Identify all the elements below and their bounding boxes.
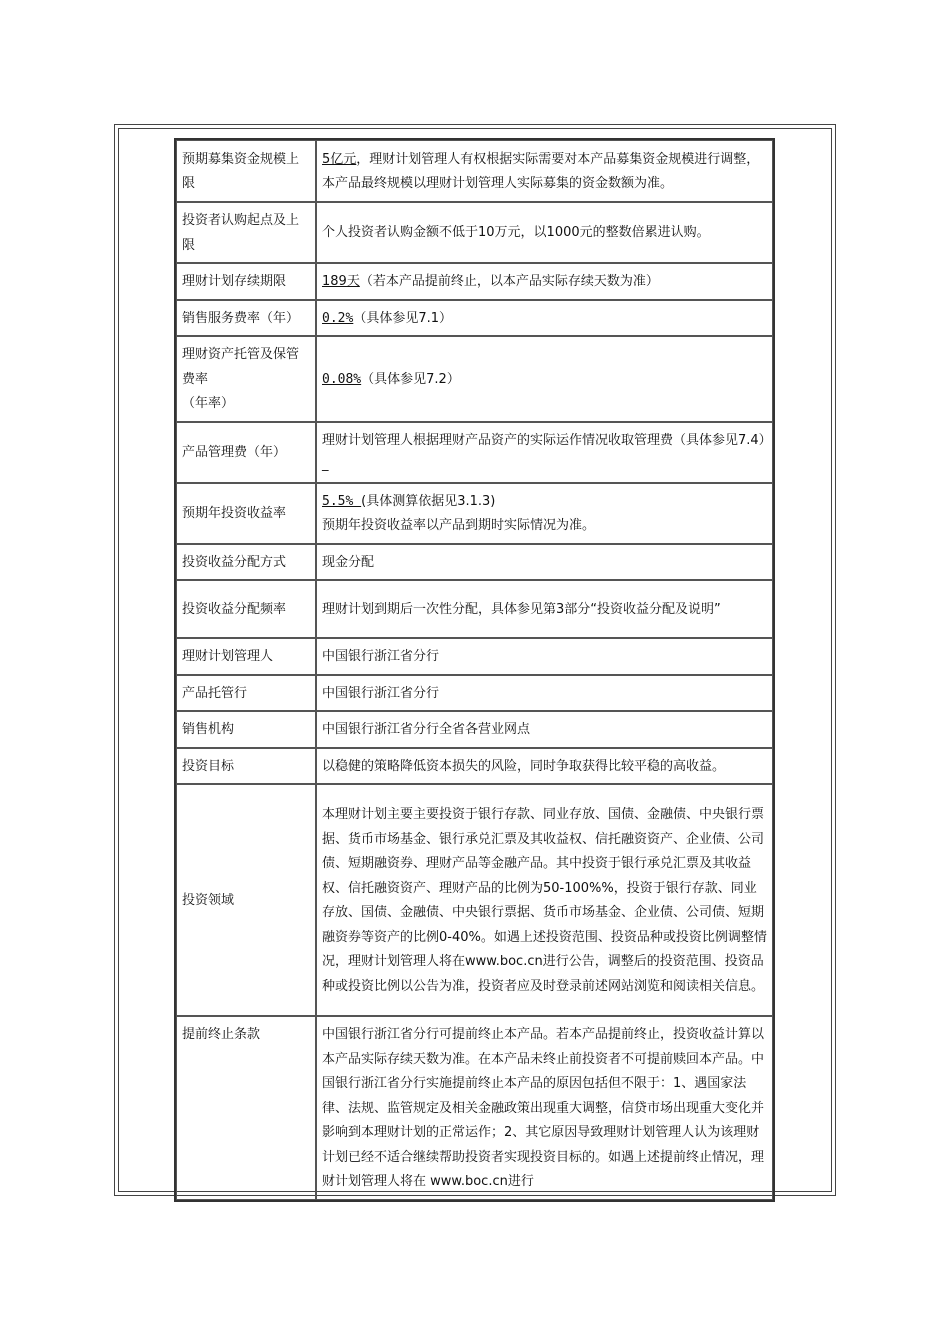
row-value bbox=[316, 300, 773, 337]
table-row bbox=[176, 336, 773, 422]
value-text: （若本产品提前终止，以本产品实际存续天数为准） bbox=[359, 274, 659, 289]
row-value: 现金分配 bbox=[316, 544, 773, 581]
row-label: 投资收益分配频率 bbox=[176, 580, 316, 638]
row-label-line: 理财资产托管及保管费率 bbox=[182, 347, 300, 387]
row-label: 投资目标 bbox=[176, 748, 316, 785]
table-row bbox=[176, 202, 773, 263]
row-value: 中国银行浙江省分行 bbox=[316, 638, 773, 675]
row-value bbox=[316, 263, 773, 300]
row-label bbox=[176, 336, 316, 422]
value-highlight: 0.2% bbox=[322, 310, 354, 326]
table-row bbox=[176, 711, 773, 748]
table-row bbox=[176, 1016, 773, 1200]
table-row bbox=[176, 263, 773, 300]
table-row bbox=[176, 140, 773, 202]
table-row bbox=[176, 483, 773, 544]
table-row bbox=[176, 580, 773, 638]
value-highlight: 189天 bbox=[322, 274, 360, 289]
row-value: 以稳健的策略降低资本损失的风险，同时争取获得比较平稳的高收益。 bbox=[316, 748, 773, 785]
table-row bbox=[176, 300, 773, 337]
table-row bbox=[176, 748, 773, 785]
table-row bbox=[176, 675, 773, 712]
row-value: 理财计划管理人根据理财产品资产的实际运作情况收取管理费（具体参见7.4）_ bbox=[316, 422, 773, 483]
row-label: 理财计划管理人 bbox=[176, 638, 316, 675]
row-value: 中国银行浙江省分行可提前终止本产品。若本产品提前终止，投资收益计算以本产品实际存续天数为准。在本产品未终止前投资者不可提前赎回本产品。中国银行浙江省分行实施提前终止本产品的原因包括但不限于：1、遇国家法律、法规、监管规定及相关金融政策出现重大调整，信贷市场出现重大变化并影响到本理财计划的正常运作；2、其它原因导致理财计划管理人认为该理财计划已经不适合继续帮助投资者实现投资目标的。如遇上述提前终止情况，理财计划管理人将在 www.boc.cn进行 bbox=[316, 1016, 773, 1200]
row-value bbox=[316, 483, 773, 544]
value-text: （具体参见7.1） bbox=[353, 310, 452, 326]
row-value: 理财计划到期后一次性分配，具体参见第3部分“投资收益分配及说明” bbox=[316, 580, 773, 638]
table-row bbox=[176, 422, 773, 483]
row-label-line: （年率） bbox=[182, 396, 235, 411]
row-value bbox=[316, 140, 773, 202]
row-label: 预期年投资收益率 bbox=[176, 483, 316, 544]
value-text: 预期年投资收益率以产品到期时实际情况为准。 bbox=[322, 518, 596, 533]
value-highlight: 0.08% bbox=[322, 371, 362, 387]
value-highlight: 5.5% bbox=[322, 493, 362, 509]
row-label: 投资者认购起点及上限 bbox=[176, 202, 316, 263]
value-highlight: 5亿元 bbox=[322, 151, 357, 167]
value-text: (具体测算依据见3.1.3) bbox=[361, 493, 496, 509]
row-value: 本理财计划主要主要投资于银行存款、同业存放、国债、金融债、中央银行票据、货币市场基金、银行承兑汇票及其收益权、信托融资资产、企业债、公司债、短期融资券、理财产品等金融产品。其中投资于银行承兑汇票及其收益权、信托融资资产、理财产品的比例为50-100%%，投资于银行存款、同业存放、国债、金融债、中央银行票据、货币市场基金、企业债、公司债、短期融资券等资产的比例0-40%。如遇上述投资范围、投资品种或投资比例调整情况，理财计划管理人将在www.boc.cn进行公告，调整后的投资范围、投资品种或投资比例以公告为准，投资者应及时登录前述网站浏览和阅读相关信息。 bbox=[316, 784, 773, 1016]
row-label: 理财计划存续期限 bbox=[176, 263, 316, 300]
row-value: 中国银行浙江省分行 bbox=[316, 675, 773, 712]
value-text: （具体参见7.2） bbox=[361, 371, 460, 387]
value-text: ，理财计划管理人有权根据实际需要对本产品募集资金规模进行调整，本产品最终规模以理财计划管理人实际募集的资金数额为准。 bbox=[322, 151, 760, 191]
product-info-table bbox=[174, 138, 775, 1202]
row-label: 产品管理费（年） bbox=[176, 422, 316, 483]
row-label: 产品托管行 bbox=[176, 675, 316, 712]
row-value: 个人投资者认购金额不低于10万元，以1000元的整数倍累进认购。 bbox=[316, 202, 773, 263]
row-label: 提前终止条款 bbox=[176, 1016, 316, 1200]
row-label: 投资收益分配方式 bbox=[176, 544, 316, 581]
row-value bbox=[316, 336, 773, 422]
row-value: 中国银行浙江省分行全省各营业网点 bbox=[316, 711, 773, 748]
table-row bbox=[176, 638, 773, 675]
table-row bbox=[176, 784, 773, 1016]
table-row bbox=[176, 544, 773, 581]
row-label: 投资领域 bbox=[176, 784, 316, 1016]
row-label: 预期募集资金规模上限 bbox=[176, 140, 316, 202]
row-label: 销售机构 bbox=[176, 711, 316, 748]
row-label: 销售服务费率（年） bbox=[176, 300, 316, 337]
